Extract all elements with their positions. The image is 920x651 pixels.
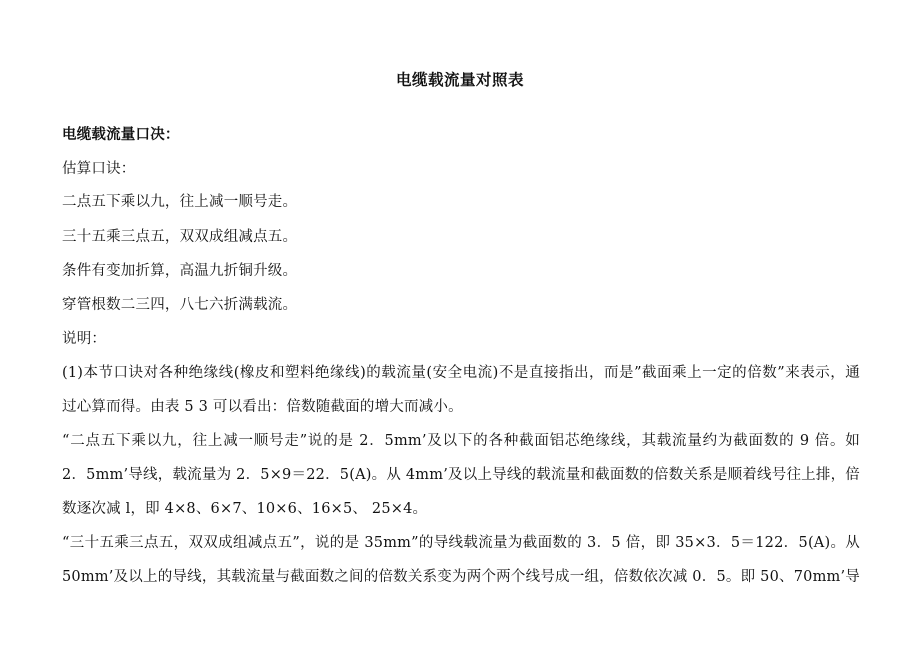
explanation-line: (1)本节口诀对各种绝缘线(橡皮和塑料绝缘线)的载流量(安全电流)不是直接指出，而是”截面乘上一定的倍数”来表示，通 <box>62 365 860 381</box>
explanation-line: 过心算而得。由表 5 3 可以看出：倍数随截面的增大而减小。 <box>62 399 463 415</box>
explanation-label: 说明： <box>62 331 107 347</box>
explanation-line: “三十五乘三点五，双双成组减点五”，说的是 35mm”的导线载流量为截面数的 3．5 倍，即 35×3．5＝122．5(A)。从 <box>62 535 860 551</box>
mnemonic-line-1: 二点五下乘以九，往上减一顺号走。 <box>62 194 298 210</box>
page-title: 电缆载流量对照表 <box>395 71 524 89</box>
explanation-line: 50mm’及以上的导线，其载流量与截面数之间的倍数关系变为两个两个线号成一组，倍数依次减 0．5。即 50、70mm’导 <box>62 569 860 585</box>
section-heading: 电缆载流量口决： <box>62 127 180 143</box>
mnemonic-line-4: 穿管根数二三四，八七六折满载流。 <box>62 297 298 313</box>
explanation-line: “二点五下乘以九，往上减一顺号走”说的是 2．5mm’及以下的各种截面铝芯绝缘线，其载流量约为截面数的 9 倍。如 <box>62 433 860 449</box>
mnemonic-line-2: 三十五乘三点五，双双成组减点五。 <box>62 229 298 245</box>
estimate-label: 估算口诀： <box>62 161 136 177</box>
mnemonic-line-3: 条件有变加折算，高温九折铜升级。 <box>62 263 298 279</box>
explanation-line: 数逐次减 l，即 4×8、6×7、10×6、16×5、 25×4。 <box>62 501 428 517</box>
explanation-line: 2．5mm’导线，载流量为 2．5×9＝22．5(A)。从 4mm’及以上导线的载流量和截面数的倍数关系是顺着线号往上排，倍 <box>62 467 860 483</box>
